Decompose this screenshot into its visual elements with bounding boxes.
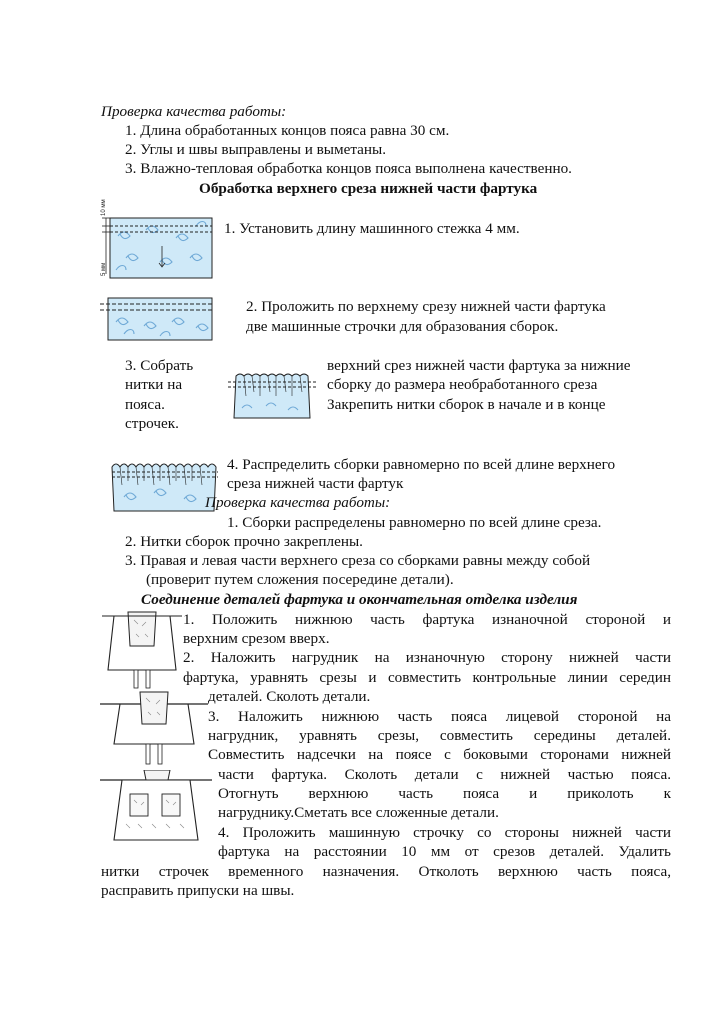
apron-tie <box>146 670 150 688</box>
section-title-gathering: Обработка верхнего среза нижней части фартука <box>199 180 538 197</box>
apron-lower-part-figure <box>100 610 184 690</box>
apron-skirt <box>114 780 198 840</box>
quality-item-1: 1. Длина обработанных концов пояса равна 30 см. <box>125 122 450 139</box>
step-2-line-2: две машинные строчки для образования сборок. <box>246 318 559 335</box>
apron-bib <box>128 612 156 646</box>
step-3-left-4: строчек. <box>125 415 179 432</box>
apron-tie <box>134 670 138 688</box>
step-3-left-2: нитки на <box>125 376 183 393</box>
quality-item-2: 2. Углы и швы выправлены и выметаны. <box>125 141 387 158</box>
quality-item-b3: 3. Правая и левая части верхнего среза со сборками равны между собой <box>125 552 591 569</box>
apron-finished-figure <box>100 770 212 846</box>
assembly-line-2: верхним срезом вверх. <box>183 630 330 647</box>
step-4-line-2: среза нижней части фартук <box>227 475 404 492</box>
assembly-line-13: фартука на расстоянии 10 мм от срезов деталей. Удалить <box>218 843 671 860</box>
assembly-line-7: нагрудник, уравнять срезы, совместить середины деталей. <box>208 727 671 744</box>
fabric-stitch-length-figure <box>96 196 216 282</box>
label-10mm: 10 мм <box>101 199 107 216</box>
apron-tie <box>146 744 150 764</box>
step-4-line-1: 4. Распределить сборки равномерно по всей длине верхнего <box>227 456 616 473</box>
gathered-fabric <box>234 374 310 418</box>
assembly-line-10: Отогнуть верхнюю часть пояса и приколоть к <box>218 785 671 802</box>
assembly-line-1: 1. Положить нижнюю часть фартука изнаночной стороной и <box>183 611 671 628</box>
assembly-line-6: 3. Наложить нижнюю часть пояса лицевой стороной на <box>208 708 671 725</box>
quality-check-heading-2: Проверка качества работы: <box>205 494 391 511</box>
step-3-left-1: 3. Собрать <box>125 357 194 374</box>
step-2-line-1: 2. Проложить по верхнему срезу нижней части фартука <box>246 298 606 315</box>
quality-item-3: 3. Влажно-тепловая обработка концов пояса выполнена качественно. <box>125 160 572 177</box>
assembly-line-15: расправить припуски на швы. <box>101 882 295 899</box>
apron-bib-on-skirt-figure <box>100 690 208 766</box>
section-title-assembly: Соединение деталей фартука и окончательная отделка изделия <box>141 591 578 608</box>
assembly-line-12: 4. Проложить машинную строчку со стороны нижней части <box>218 824 671 841</box>
assembly-line-4: фартука, уравнять срезы и совместить контрольные линии середин <box>183 669 671 686</box>
assembly-line-5: деталей. Сколоть детали. <box>208 688 371 705</box>
fabric-strip <box>110 218 212 278</box>
assembly-line-9: части фартука. Сколоть детали с нижней частью пояса. <box>218 766 671 783</box>
quality-item-b1: 1. Сборки распределены равномерно по всей длине среза. <box>227 514 602 531</box>
apron-pocket-right <box>162 794 180 816</box>
quality-item-b3-cont: (проверит путем сложения посередине детали). <box>146 571 454 588</box>
apron-bib <box>140 692 168 724</box>
fabric-two-stitch-lines-figure <box>100 296 218 342</box>
step-1-text: 1. Установить длину машинного стежка 4 мм. <box>224 220 520 237</box>
step-3-right-2: сборку до размера необработанного среза <box>327 376 598 393</box>
assembly-line-8: Совместить надсечки на поясе с боковыми сторонами нижней <box>208 746 671 763</box>
step-3-right-3: Закрепить нитки сборок в начале и в конце <box>327 396 606 413</box>
label-5mm: 5 мм <box>101 262 107 276</box>
quality-check-heading-1: Проверка качества работы: <box>101 103 287 120</box>
assembly-line-11: нагруднику.Сметать все сложенные детали. <box>218 804 499 821</box>
step-3-right-1: верхний срез нижней части фартука за нижние <box>327 357 631 374</box>
gathered-fabric-figure <box>226 362 322 422</box>
step-3-left-3: пояса. <box>125 396 165 413</box>
apron-tie <box>158 744 162 764</box>
apron-pocket-left <box>130 794 148 816</box>
assembly-line-14: нитки строчек временного назначения. Отколоть верхнюю часть пояса, <box>101 863 671 880</box>
assembly-line-3: 2. Наложить нагрудник на изнаночную сторону нижней части <box>183 649 671 666</box>
apron-bib <box>144 770 170 780</box>
quality-item-b2: 2. Нитки сборок прочно закреплены. <box>125 533 363 550</box>
